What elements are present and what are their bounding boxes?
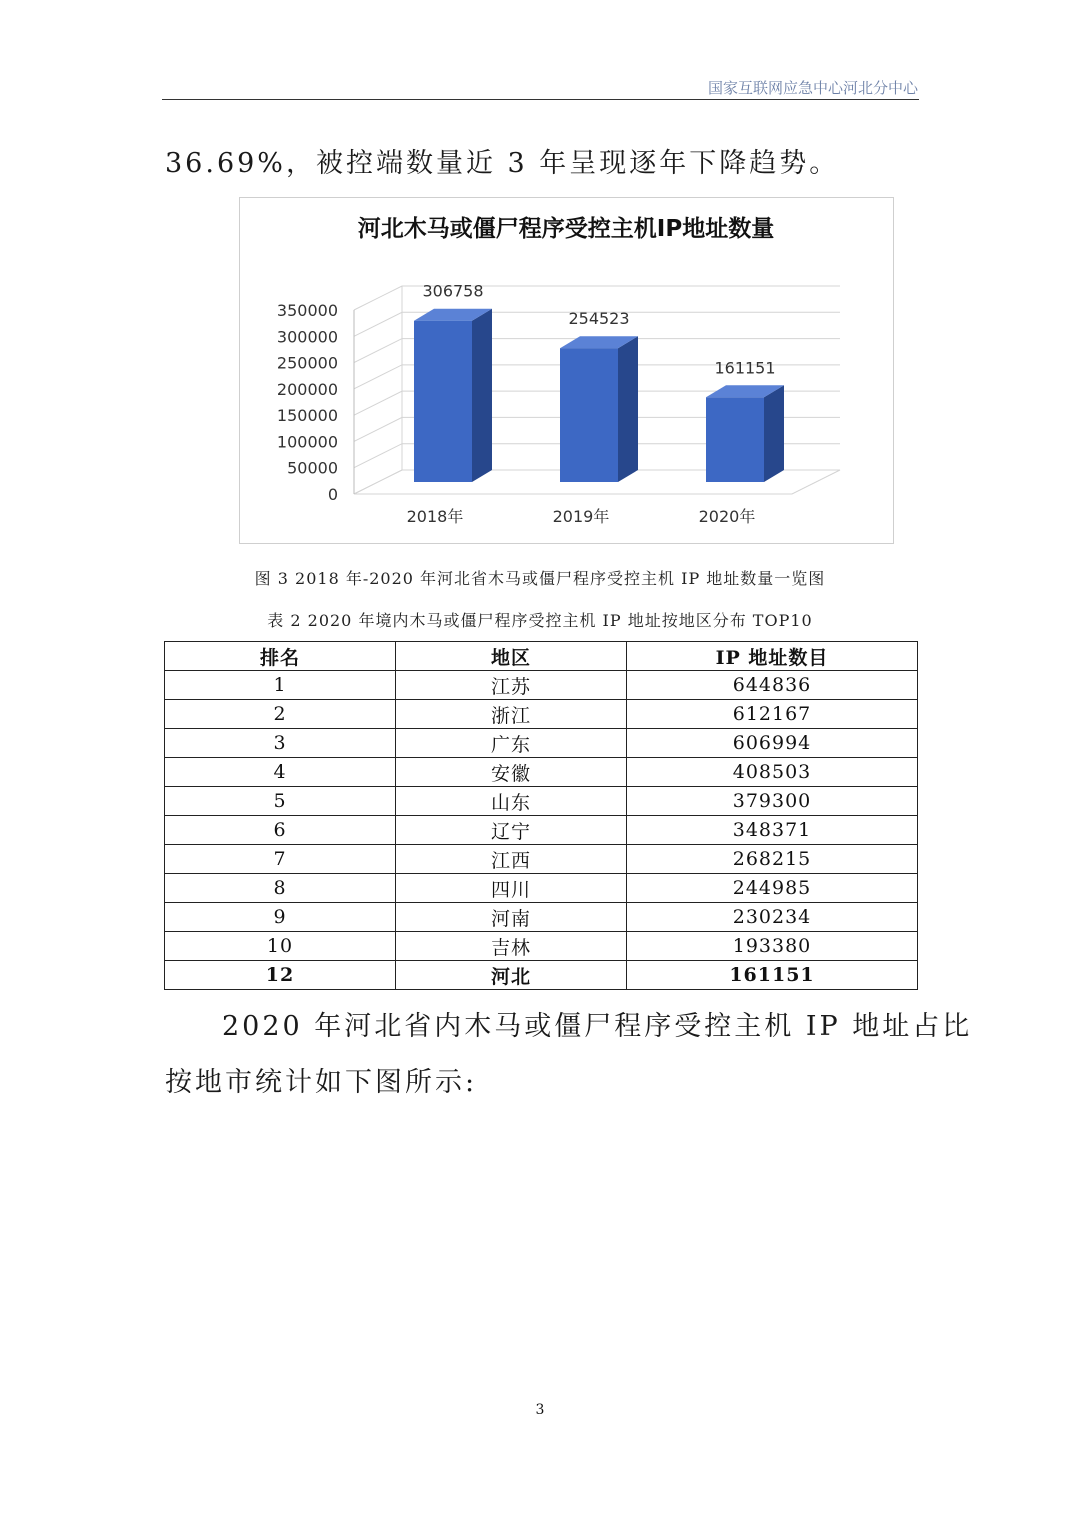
table-header-row — [165, 642, 918, 671]
y-tick-label: 0 — [327, 485, 338, 504]
table-caption: 表 2 2020 年境内木马或僵尸程序受控主机 IP 地址按地区分布 TOP10 — [267, 611, 813, 630]
cell-region: 江苏 — [396, 671, 627, 700]
table-row — [165, 816, 918, 845]
table-row — [165, 845, 918, 874]
cell-rank: 8 — [165, 874, 396, 903]
cell-ip-count: 230234 — [627, 903, 918, 932]
chart-title: 河北木马或僵尸程序受控主机IP地址数量 — [357, 216, 775, 242]
cell-rank: 4 — [165, 758, 396, 787]
cell-region: 广东 — [396, 729, 627, 758]
data-label: 306758 — [422, 281, 484, 301]
bar — [706, 397, 764, 482]
y-tick-label: 200000 — [276, 379, 338, 399]
header-org-name: 国家互联网应急中心河北分中心 — [707, 79, 918, 97]
table-row-hebei — [165, 961, 918, 990]
data-label: 161151 — [714, 358, 776, 378]
cell-ip-count: 408503 — [627, 758, 918, 787]
paragraph-bottom-line-2: 按地市统计如下图所示: — [165, 1067, 478, 1098]
cell-region: 河北 — [396, 961, 627, 990]
cell-rank: 6 — [165, 816, 396, 845]
cell-region: 吉林 — [396, 932, 627, 961]
x-tick-label: 2020年 — [698, 507, 756, 526]
cell-region: 浙江 — [396, 700, 627, 729]
column-header-region: 地区 — [396, 642, 627, 671]
cell-rank: 9 — [165, 903, 396, 932]
bar-side — [764, 385, 784, 482]
cell-ip-count: 348371 — [627, 816, 918, 845]
table-row — [165, 671, 918, 700]
table-row — [165, 787, 918, 816]
cell-rank: 1 — [165, 671, 396, 700]
cell-rank: 5 — [165, 787, 396, 816]
cell-region: 江西 — [396, 845, 627, 874]
cell-region: 山东 — [396, 787, 627, 816]
cell-region: 四川 — [396, 874, 627, 903]
table-row — [165, 758, 918, 787]
x-tick-label: 2018年 — [406, 507, 464, 526]
bar-side — [618, 336, 638, 482]
cell-region: 安徽 — [396, 758, 627, 787]
y-tick-label: 150000 — [276, 406, 338, 426]
bar-side — [472, 309, 492, 482]
paragraph-top: 36.69%，被控端数量近 3 年呈现逐年下降趋势。 — [165, 148, 840, 179]
cell-ip-count: 268215 — [627, 845, 918, 874]
cell-rank: 10 — [165, 932, 396, 961]
table-row — [165, 874, 918, 903]
y-tick-label: 350000 — [276, 301, 338, 320]
bar — [560, 348, 618, 482]
cell-ip-count: 606994 — [627, 729, 918, 758]
column-header-rank: 排名 — [165, 642, 396, 671]
cell-region: 辽宁 — [396, 816, 627, 845]
cell-ip-count: 161151 — [627, 961, 918, 990]
cell-rank: 3 — [165, 729, 396, 758]
x-tick-label: 2019年 — [552, 507, 610, 526]
table-row — [165, 932, 918, 961]
y-tick-label: 250000 — [276, 353, 338, 373]
cell-ip-count: 612167 — [627, 700, 918, 729]
bar-chart — [239, 197, 894, 544]
cell-ip-count: 244985 — [627, 874, 918, 903]
bar — [414, 321, 472, 482]
cell-ip-count: 644836 — [627, 671, 918, 700]
cell-ip-count: 193380 — [627, 932, 918, 961]
page-number: 3 — [535, 1402, 545, 1418]
paragraph-bottom-line-1: 2020 年河北省内木马或僵尸程序受控主机 IP 地址占比 — [222, 1011, 973, 1042]
y-tick-label: 50000 — [287, 458, 338, 478]
cell-rank: 7 — [165, 845, 396, 874]
cell-rank: 12 — [165, 961, 396, 990]
data-label: 254523 — [568, 309, 630, 329]
cell-region: 河南 — [396, 903, 627, 932]
table-row — [165, 729, 918, 758]
y-tick-label: 100000 — [276, 432, 338, 452]
cell-ip-count: 379300 — [627, 787, 918, 816]
bar-chart-svg — [240, 198, 893, 543]
y-tick-label: 300000 — [276, 327, 338, 347]
table-row — [165, 903, 918, 932]
region-table — [164, 641, 918, 990]
header-divider — [162, 99, 919, 100]
table-row — [165, 700, 918, 729]
column-header-ip-count: IP 地址数目 — [627, 642, 918, 671]
cell-rank: 2 — [165, 700, 396, 729]
figure-caption: 图 3 2018 年-2020 年河北省木马或僵尸程序受控主机 IP 地址数量一览图 — [254, 569, 826, 588]
